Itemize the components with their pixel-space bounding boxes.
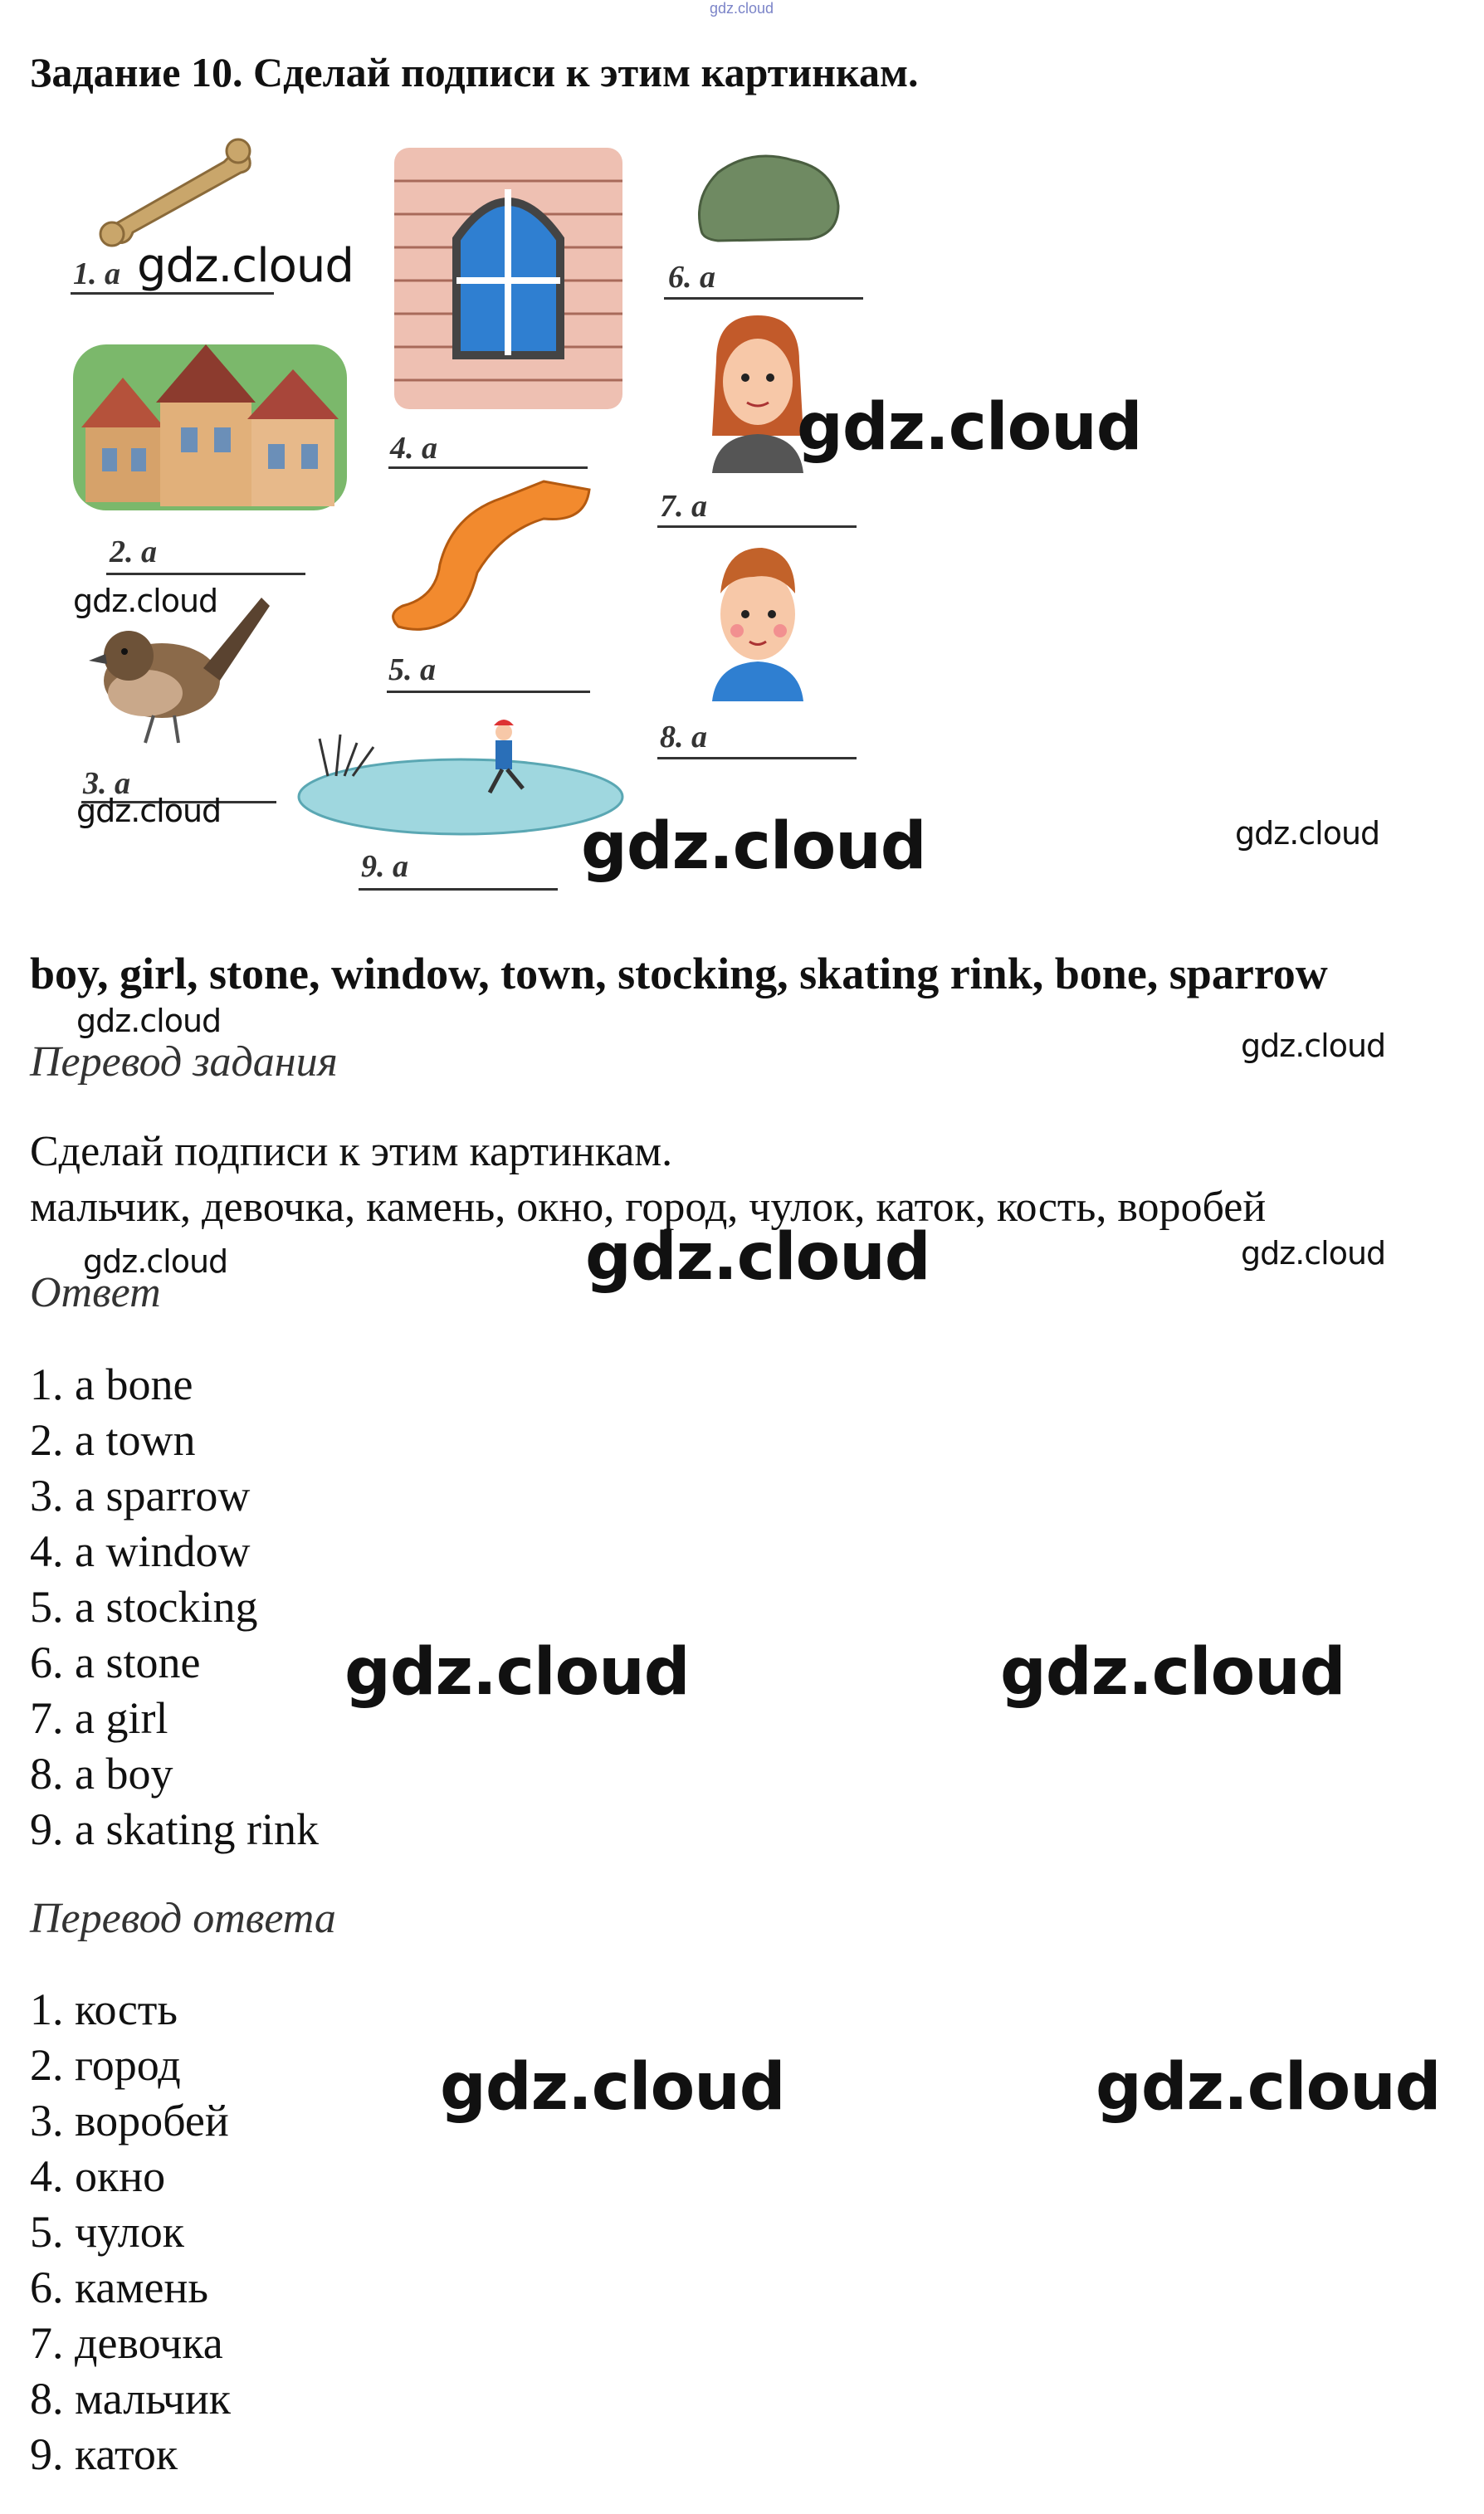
- answer-translation-heading: Перевод ответа: [30, 1895, 336, 1942]
- stone-image: [693, 148, 842, 247]
- answer-translation-list: [30, 1982, 231, 2482]
- watermark: gdz.cloud: [1235, 815, 1380, 852]
- answer-translation-item: 1. кость: [30, 1984, 178, 2034]
- watermark: gdz.cloud: [137, 239, 354, 293]
- answer-translation-item: 3. воробей: [30, 2096, 229, 2145]
- watermark: gdz.cloud: [1096, 2050, 1441, 2125]
- answer-item: 5. a stocking: [30, 1582, 258, 1632]
- window-image: [394, 148, 622, 409]
- watermark: gdz.cloud: [797, 390, 1142, 465]
- answer-line-6: [664, 297, 863, 300]
- answer-line-4: [388, 466, 588, 469]
- watermark: gdz.cloud: [76, 1003, 222, 1039]
- answer-translation-item: 7. девочка: [30, 2318, 223, 2368]
- answer-translation-item: 8. мальчик: [30, 2374, 231, 2424]
- watermark: gdz.cloud: [440, 2050, 785, 2125]
- caption-8: 8. a: [660, 720, 707, 754]
- answer-item: 3. a sparrow: [30, 1471, 251, 1521]
- watermark: gdz.cloud: [76, 793, 222, 829]
- answer-line-5: [387, 691, 590, 693]
- watermark: gdz.cloud: [1241, 1235, 1386, 1272]
- answer-line-8: [657, 757, 857, 759]
- translation-heading: Перевод задания: [30, 1038, 338, 1086]
- answer-heading: Ответ: [30, 1269, 161, 1316]
- answer-item: 2. a town: [30, 1415, 196, 1465]
- caption-1: 1. a: [73, 256, 120, 291]
- answer-item: 6. a stone: [30, 1638, 201, 1687]
- watermark: gdz.cloud: [73, 583, 218, 619]
- answer-line-7: [657, 525, 857, 528]
- watermark: gdz.cloud: [581, 809, 926, 884]
- watermark: gdz.cloud: [344, 1635, 690, 1710]
- answer-item: 4. a window: [30, 1526, 251, 1576]
- bone-image: [83, 133, 257, 249]
- translation-line-1: Сделай подписи к этим картинкам.: [30, 1128, 673, 1175]
- answer-list: [30, 1357, 319, 1857]
- translation-line-2: мальчик, девочка, камень, окно, город, чулок, каток, кость, воробей: [30, 1184, 1267, 1231]
- caption-3: 3. a: [83, 766, 130, 801]
- answer-item: 1. a bone: [30, 1360, 193, 1409]
- answer-item: 8. a boy: [30, 1749, 173, 1799]
- watermark: gdz.cloud: [585, 1220, 930, 1295]
- answer-translation-item: 6. камень: [30, 2263, 209, 2312]
- caption-7: 7. a: [660, 489, 707, 524]
- caption-6: 6. a: [668, 260, 715, 295]
- skating-rink-image: [295, 714, 627, 838]
- answer-item: 7. a girl: [30, 1693, 168, 1743]
- caption-2: 2. a: [110, 535, 157, 569]
- watermark: gdz.cloud: [83, 1243, 228, 1280]
- answer-translation-item: 4. окно: [30, 2151, 166, 2201]
- stocking-image: [378, 473, 598, 639]
- answer-translation-item: 9. каток: [30, 2429, 178, 2479]
- town-image: [65, 311, 355, 519]
- answer-item: 9. a skating rink: [30, 1804, 319, 1854]
- answer-translation-item: 5. чулок: [30, 2207, 184, 2257]
- task-title: Задание 10. Сделай подписи к этим картинкам.: [30, 49, 919, 95]
- watermark: gdz.cloud: [1000, 1635, 1345, 1710]
- caption-5: 5. a: [388, 652, 436, 687]
- boy-image: [704, 535, 812, 701]
- girl-image: [704, 311, 812, 473]
- caption-9: 9. a: [361, 849, 408, 884]
- top-watermark: gdz.cloud: [710, 0, 774, 17]
- answer-line-9: [359, 888, 558, 891]
- caption-4: 4. a: [390, 431, 437, 466]
- answer-translation-item: 2. город: [30, 2040, 181, 2090]
- answer-line-2: [106, 573, 305, 575]
- watermark: gdz.cloud: [1241, 1028, 1386, 1064]
- word-bank: boy, girl, stone, window, town, stocking, skating rink, bone, sparrow: [30, 949, 1328, 998]
